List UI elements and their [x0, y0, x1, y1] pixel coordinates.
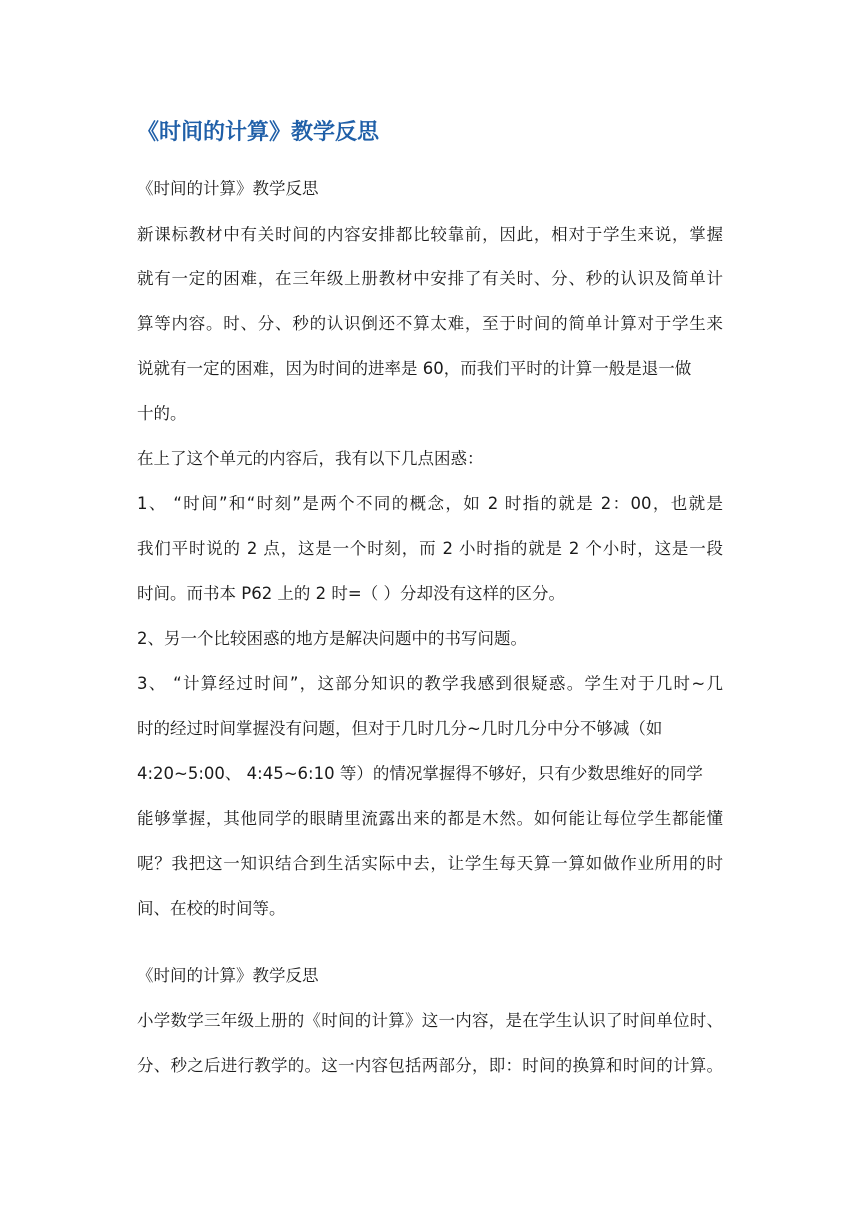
paragraph-line: 3、 “计算经过时间”，这部分知识的教学我感到很疑惑。学生对于几时~几: [137, 674, 723, 693]
paragraph-line: 分、秒之后进行教学的。这一内容包括两部分，即：时间的换算和时间的计算。: [137, 1056, 723, 1075]
paragraph-line: 我们平时说的 2 点，这是一个时刻，而 2 小时指的就是 2 个小时，这是一段: [137, 539, 723, 558]
paragraph-line: 2、另一个比较困惑的地方是解决问题中的书写问题。: [137, 629, 527, 648]
paragraph-line: 间、在校的时间等。: [137, 899, 286, 918]
paragraph-line: 在上了这个单元的内容后，我有以下几点困惑：: [137, 449, 484, 468]
paragraph-line: 说就有一定的困难，因为时间的进率是 60，而我们平时的计算一般是退一做: [137, 359, 692, 378]
paragraph-line: 就有一定的困难，在三年级上册教材中安排了有关时、分、秒的认识及简单计: [137, 269, 723, 288]
paragraph-line: 新课标教材中有关时间的内容安排都比较靠前，因此，相对于学生来说，掌握: [137, 225, 723, 244]
paragraph-line: 1、 “时间”和“时刻”是两个不同的概念，如 2 时指的就是 2：00，也就是: [137, 494, 723, 513]
paragraph-line: 能够掌握，其他同学的眼睛里流露出来的都是木然。如何能让每位学生都能懂: [137, 809, 723, 828]
section-heading: 《时间的计算》教学反思: [137, 966, 319, 985]
paragraph-line: 十的。: [137, 404, 187, 423]
page-title: 《时间的计算》教学反思: [137, 120, 380, 145]
paragraph-line: 时的经过时间掌握没有问题，但对于几时几分~几时几分中分不够减（如: [137, 719, 663, 738]
paragraph-line: 呢？我把这一知识结合到生活实际中去，让学生每天算一算如做作业所用的时: [137, 854, 723, 873]
section-heading: 《时间的计算》教学反思: [137, 179, 319, 198]
paragraph-line: 4:20~5:00、 4:45~6:10 等）的情况掌握得不够好，只有少数思维好的同学: [137, 764, 703, 783]
paragraph-line: 小学数学三年级上册的《时间的计算》这一内容，是在学生认识了时间单位时、: [137, 1011, 723, 1030]
paragraph-line: 时间。而书本 P62 上的 2 时=（ ）分却没有这样的区分。: [137, 584, 565, 603]
paragraph-line: 算等内容。时、分、秒的认识倒还不算太难，至于时间的简单计算对于学生来: [137, 314, 723, 333]
